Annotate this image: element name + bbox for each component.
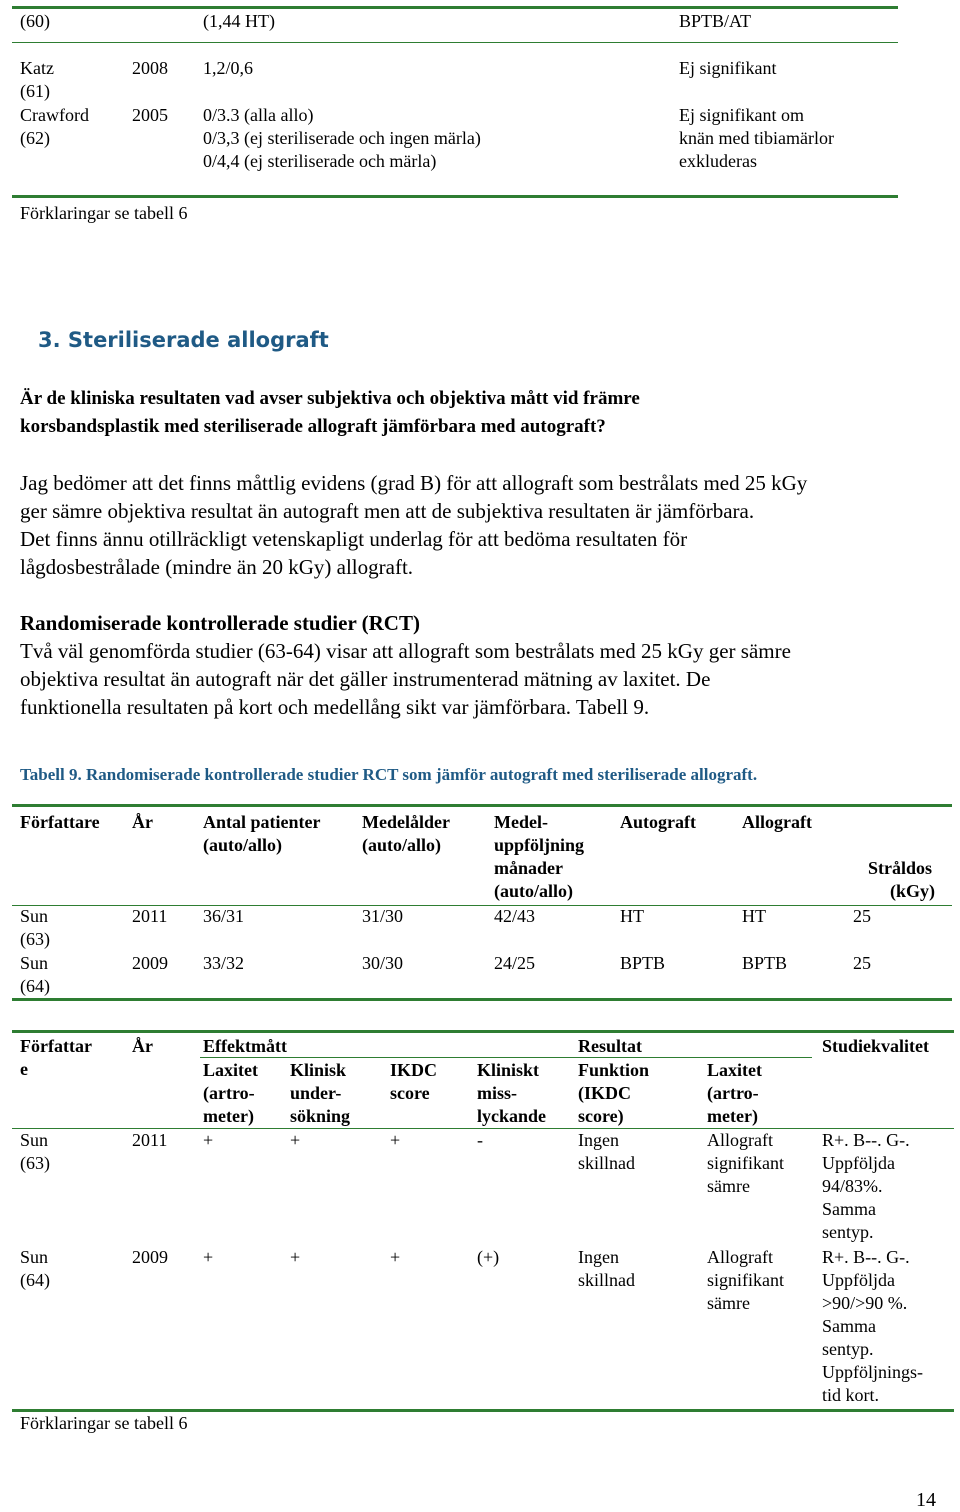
te-row1-quality-3: 94/83%. <box>822 1176 883 1196</box>
crawford-value-1: 0/3.3 (alla allo) <box>203 105 314 125</box>
te-subheader-divider <box>200 1057 812 1058</box>
te-row1-quality-1: R+. B--. G-. <box>822 1130 910 1150</box>
question-line-2: korsbandsplastik med steriliserade allograft jämförbara med autograft? <box>20 416 606 437</box>
t9-header-fu-3: månader <box>494 858 563 878</box>
te-header-rlax-1: Laxitet <box>707 1060 762 1080</box>
te-row1-rlax-3: sämre <box>707 1176 750 1196</box>
t9-header-allo: Allograft <box>742 812 812 832</box>
te-row2-year: 2009 <box>132 1247 168 1267</box>
te-row1-rlax-2: signifikant <box>707 1153 784 1173</box>
t9-row1-patients: 36/31 <box>203 906 245 926</box>
row-partial-result: BPTB/AT <box>679 11 752 31</box>
page-number: 14 <box>916 1489 936 1511</box>
te-header-ikdc-1: IKDC <box>390 1060 438 1080</box>
te-header-fail-3: lyckande <box>477 1106 547 1126</box>
te-row1-func-2: skillnad <box>578 1153 635 1173</box>
t9-row2-year: 2009 <box>132 953 168 973</box>
te-row2-rlax-1: Allograft <box>707 1247 773 1267</box>
t9-row2-age: 30/30 <box>362 953 404 973</box>
katz-result: Ej signifikant <box>679 58 777 78</box>
rct-line-3: funktionella resultaten på kort och medellång sikt var jämförbara. Tabell 9. <box>20 695 650 719</box>
t9-header-age-1: Medelålder <box>362 812 450 832</box>
para1-line-3: Det finns ännu otillräckligt vetenskapligt underlag för att bedöma resultaten för <box>20 527 688 551</box>
crawford-result-2: knän med tibiamärlor <box>679 128 834 148</box>
te-row2-ref: (64) <box>20 1270 50 1290</box>
t9-row2-ref: (64) <box>20 976 50 996</box>
te-header-lax-3: meter) <box>203 1106 254 1126</box>
crawford-year: 2005 <box>132 105 168 125</box>
top-table-rule-top <box>12 6 898 9</box>
effects-rule-top <box>12 1030 954 1033</box>
te-header-func-3: score) <box>578 1106 624 1126</box>
t9-row1-age: 31/30 <box>362 906 404 926</box>
te-header-clin-3: sökning <box>290 1106 351 1126</box>
te-header-clin-2: under- <box>290 1083 342 1103</box>
t9-row1-author: Sun <box>20 906 49 926</box>
crawford-result-1: Ej signifikant om <box>679 105 804 125</box>
crawford-value-2: 0/3,3 (ej steriliserade och ingen märla) <box>203 128 481 148</box>
te-row2-ikdc: + <box>390 1247 401 1267</box>
rct-line-1: Två väl genomförda studier (63-64) visar att allograft som bestrålats med 25 kGy ger sämre <box>20 639 791 663</box>
top-footnote: Förklaringar se tabell 6 <box>20 203 188 223</box>
t9-row2-fu: 24/25 <box>494 953 536 973</box>
t9-header-fu-4: (auto/allo) <box>494 881 573 901</box>
te-header-quality: Studiekvalitet <box>822 1036 930 1056</box>
para1-line-1: Jag bedömer att det finns måttlig evidens (grad B) för att allograft som bestrålats med 25 kGy <box>20 471 808 495</box>
t9-header-year: År <box>132 812 153 832</box>
para1-line-4: lågdosbestrålade (mindre än 20 kGy) allograft. <box>20 555 414 579</box>
t9-row2-dose: 25 <box>853 953 871 973</box>
te-header-lax-2: (artro- <box>203 1083 255 1103</box>
te-header-result: Resultat <box>578 1036 642 1056</box>
te-header-lax-1: Laxitet <box>203 1060 258 1080</box>
te-row2-quality-3: >90/>90 %. <box>822 1293 908 1313</box>
t9-row2-patients: 33/32 <box>203 953 245 973</box>
te-header-func-1: Funktion <box>578 1060 650 1080</box>
te-header-func-2: (IKDC <box>578 1083 631 1103</box>
t9-row1-ref: (63) <box>20 929 50 949</box>
crawford-ref: (62) <box>20 128 50 148</box>
t9-row2-allo: BPTB <box>742 953 788 973</box>
te-row2-lax: + <box>203 1247 214 1267</box>
row-partial-value: (1,44 HT) <box>203 11 275 31</box>
te-row1-clin: + <box>290 1130 301 1150</box>
katz-year: 2008 <box>132 58 168 78</box>
te-header-fail-1: Kliniskt <box>477 1060 540 1080</box>
te-row2-quality-1: R+. B--. G-. <box>822 1247 910 1267</box>
te-row2-rlax-2: signifikant <box>707 1270 784 1290</box>
t9-row1-auto: HT <box>620 906 644 926</box>
t9-row2-auto: BPTB <box>620 953 666 973</box>
t9-header-patients-2: (auto/allo) <box>203 835 282 855</box>
te-header-ikdc-2: score <box>390 1083 430 1103</box>
te-header-author-1: Författar <box>20 1036 92 1056</box>
te-row2-quality-5: sentyp. <box>822 1339 874 1359</box>
te-row2-author: Sun <box>20 1247 49 1267</box>
te-row1-quality-2: Uppföljda <box>822 1153 895 1173</box>
te-row2-quality-2: Uppföljda <box>822 1270 895 1290</box>
te-row1-fail: - <box>477 1130 483 1150</box>
te-row1-year: 2011 <box>132 1130 168 1150</box>
t9-header-author: Författare <box>20 812 100 832</box>
top-table-divider <box>12 42 898 43</box>
te-row1-quality-4: Samma <box>822 1199 876 1219</box>
te-row1-ref: (63) <box>20 1153 50 1173</box>
t9-header-age-2: (auto/allo) <box>362 835 441 855</box>
te-header-year: År <box>132 1036 153 1056</box>
te-row2-fail: (+) <box>477 1247 500 1267</box>
table9-rule-top <box>12 804 952 807</box>
te-row2-quality-4: Samma <box>822 1316 876 1336</box>
te-row1-func-1: Ingen <box>578 1130 619 1150</box>
t9-header-dose-2: (kGy) <box>890 881 935 901</box>
rct-heading: Randomiserade kontrollerade studier (RCT) <box>20 611 420 635</box>
crawford-author: Crawford <box>20 105 89 125</box>
section-heading: 3. Steriliserade allograft <box>38 328 329 352</box>
t9-header-auto: Autograft <box>620 812 696 832</box>
te-row1-ikdc: + <box>390 1130 401 1150</box>
t9-header-patients-1: Antal patienter <box>203 812 321 832</box>
crawford-value-3: 0/4,4 (ej steriliserade och märla) <box>203 151 437 171</box>
katz-value: 1,2/0,6 <box>203 58 254 78</box>
te-row2-quality-6: Uppföljnings- <box>822 1362 923 1382</box>
row-partial-ref: (60) <box>20 11 50 31</box>
t9-header-fu-1: Medel- <box>494 812 548 832</box>
katz-author: Katz <box>20 58 54 78</box>
table9-rule-bottom <box>12 998 952 1001</box>
t9-row1-fu: 42/43 <box>494 906 536 926</box>
table9-caption: Tabell 9. Randomiserade kontrollerade studier RCT som jämför autograft med steriliserade allograft. <box>20 765 758 784</box>
question-line-1: Är de kliniska resultaten vad avser subjektiva och objektiva mått vid främre <box>20 388 640 409</box>
te-header-fail-2: miss- <box>477 1083 517 1103</box>
katz-ref: (61) <box>20 81 50 101</box>
t9-row1-allo: HT <box>742 906 766 926</box>
te-header-author-2: e <box>20 1059 28 1079</box>
top-table-rule-bottom <box>12 195 898 198</box>
te-header-clin-1: Klinisk <box>290 1060 347 1080</box>
te-row1-quality-5: sentyp. <box>822 1222 874 1242</box>
te-row1-rlax-1: Allograft <box>707 1130 773 1150</box>
te-row2-rlax-3: sämre <box>707 1293 750 1313</box>
t9-row1-dose: 25 <box>853 906 871 926</box>
rct-line-2: objektiva resultat än autograft när det gäller instrumenterad mätning av laxitet. De <box>20 667 711 691</box>
t9-header-fu-2: uppföljning <box>494 835 585 855</box>
te-header-effect: Effektmått <box>203 1036 287 1056</box>
te-header-rlax-2: (artro- <box>707 1083 759 1103</box>
te-row2-func-1: Ingen <box>578 1247 619 1267</box>
te-row1-lax: + <box>203 1130 214 1150</box>
te-header-rlax-3: meter) <box>707 1106 758 1126</box>
t9-row2-author: Sun <box>20 953 49 973</box>
para1-line-2: ger sämre objektiva resultat än autograft men att de subjektiva resultaten är jämförbara. <box>20 499 755 523</box>
te-row2-quality-7: tid kort. <box>822 1385 879 1405</box>
te-row2-func-2: skillnad <box>578 1270 635 1290</box>
t9-header-dose-1: Stråldos <box>868 858 933 878</box>
te-row1-author: Sun <box>20 1130 49 1150</box>
t9-row1-year: 2011 <box>132 906 168 926</box>
crawford-result-3: exkluderas <box>679 151 757 171</box>
effects-footnote: Förklaringar se tabell 6 <box>20 1413 188 1433</box>
te-row2-clin: + <box>290 1247 301 1267</box>
